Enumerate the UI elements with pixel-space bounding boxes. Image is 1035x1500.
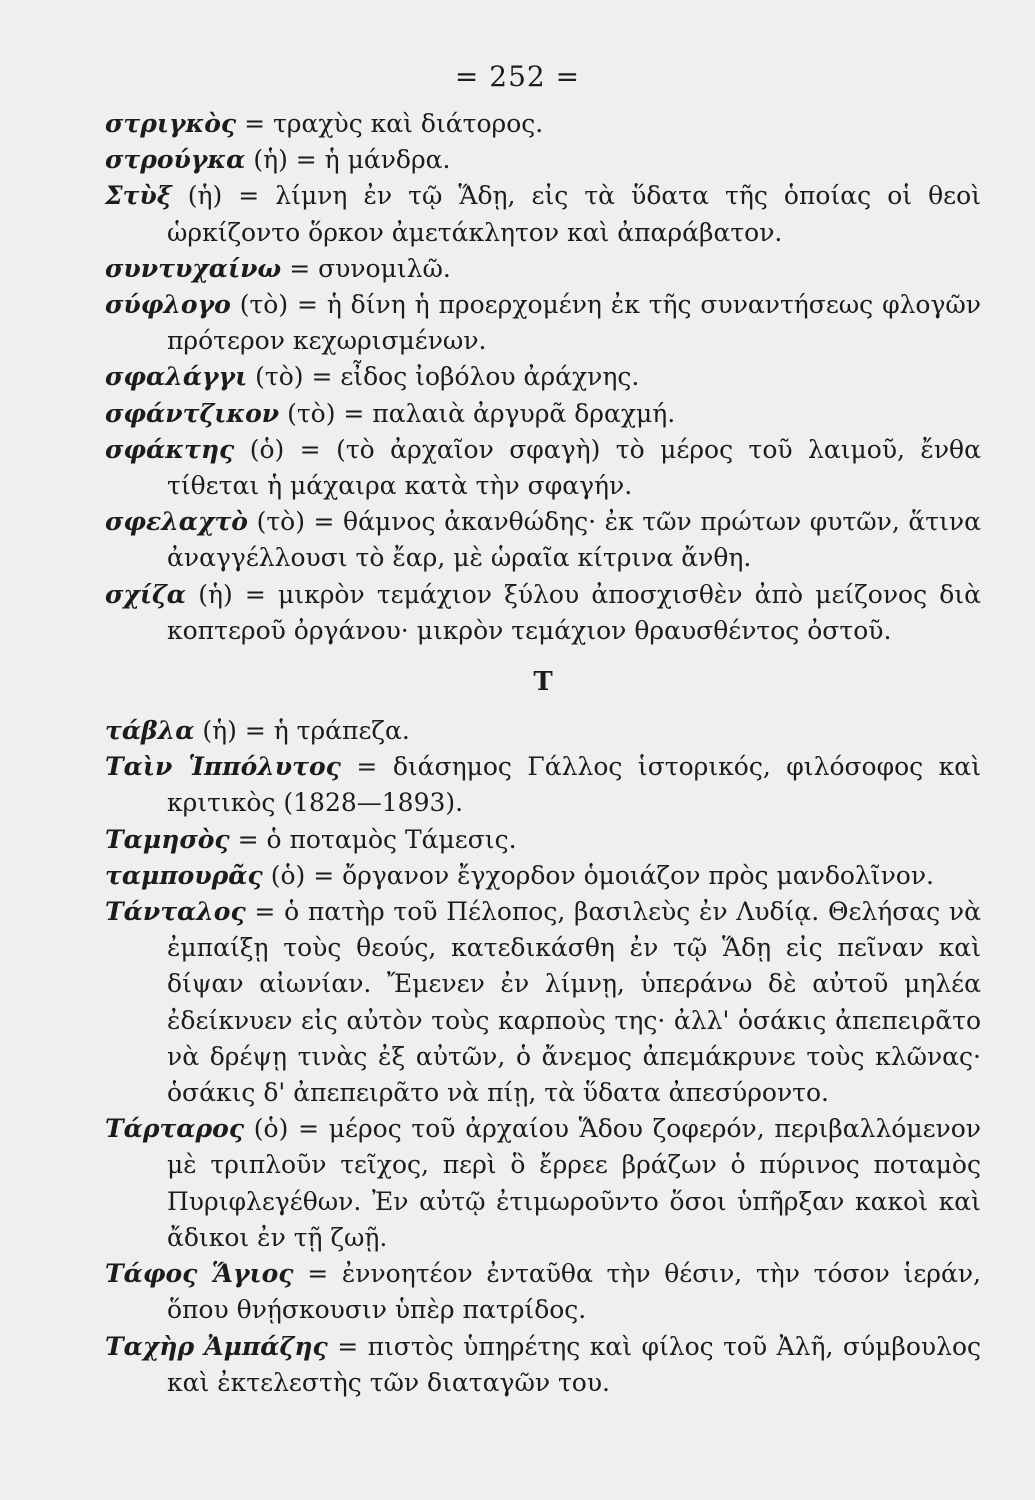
entry-headword: στρούγκα	[105, 145, 246, 175]
dictionary-entry	[105, 822, 981, 858]
entry-definition: (ὁ) = μέρος τοῦ ἀρχαίου Ἅδου ζοφερόν, περιβαλλόμενον μὲ τριπλοῦν τεῖχος, περὶ ὃ ἔρρεε βράζων ὁ πύρινος ποταμὸς Πυριφλεγέθων. Ἐν αὐτῷ ἐτιμωροῦντο ὅσοι ὑπῆρξαν κακοὶ καὶ ἄδικοι ἐν τῇ ζωῇ.	[167, 1114, 981, 1252]
entry-definition: (ἡ) = ἡ τράπεζα.	[202, 716, 410, 746]
dictionary-entry	[105, 1111, 981, 1256]
dictionary-entry	[105, 894, 981, 1111]
dictionary-entry	[105, 142, 981, 178]
entry-definition: (τὸ) = θάμνος ἀκανθώδης· ἐκ τῶν πρώτων φυτῶν, ἅτινα ἀναγγέλλουσι τὸ ἔαρ, μὲ ὡραῖα κίτρινα ἄνθη.	[167, 507, 982, 573]
entry-definition: = πιστὸς ὑπηρέτης καὶ φίλος τοῦ Ἀλῆ, σύμβουλος καὶ ἐκτελεστὴς τῶν διαταγῶν του.	[167, 1331, 982, 1397]
dictionary-entry	[105, 432, 981, 504]
entry-headword: τάβλα	[105, 716, 195, 746]
entries-section-s	[105, 106, 981, 1401]
entry-headword: συντυχαίνω	[105, 253, 282, 283]
entry-definition: = τραχὺς καὶ διάτορος.	[244, 109, 544, 138]
dictionary-entry	[105, 1329, 981, 1401]
dictionary-entry	[105, 251, 981, 287]
entry-headword: σχίζα	[105, 579, 187, 609]
dictionary-entry	[105, 359, 981, 395]
entry-headword: σφελαχτὸ	[105, 507, 248, 537]
entry-headword: σφάντζικον	[105, 398, 280, 428]
entry-definition: (τὸ) = εἶδος ἰοβόλου ἀράχνης.	[255, 362, 640, 392]
entry-headword: Τάφος Ἅγιος	[105, 1259, 294, 1289]
entry-headword: ταμπουρᾶς	[105, 860, 263, 890]
entry-definition: = συνομιλῶ.	[289, 253, 451, 283]
entry-headword: Τάνταλος	[105, 897, 246, 927]
dictionary-entry	[105, 713, 981, 749]
entry-definition: (τὸ) = παλαιὰ ἀργυρᾶ δραχμή.	[287, 398, 676, 428]
dictionary-entry	[105, 577, 981, 649]
entry-definition: = ὁ πατὴρ τοῦ Πέλοπος, βασιλεὺς ἐν Λυδίᾳ. Θελήσας νὰ ἐμπαίξῃ τοὺς θεούς, κατεδικάσθη ἐν τῷ Ἅδῃ εἰς πεῖναν καὶ δίψαν αἰωνίαν. Ἔμενεν ἐν λίμνῃ, ὑπεράνω δὲ αὐτοῦ μηλέα ἐδείκνυεν εἰς αὐτὸν τοὺς καρποὺς της· ἀλλ' ὁσάκις ἀπεπειρᾶτο νὰ δρέψῃ τινὰς ἐξ αὐτῶν, ὁ ἄνεμος ἀπεμάκρυνε τοὺς κλῶνας· ὁσάκις δ' ἀπεπειρᾶτο νὰ πίῃ, τὰ ὕδατα ἀπεσύροντο.	[167, 897, 981, 1108]
entry-headword: σύφλογο	[105, 290, 231, 320]
dictionary-entry	[105, 396, 981, 432]
section-letter-heading: Τ	[533, 667, 553, 698]
entry-definition: = ἐννοητέον ἐνταῦθα τὴν θέσιν, τὴν τόσον ἱεράν, ὅπου θνῄσκουσιν ὑπὲρ πατρίδος.	[167, 1259, 981, 1325]
dictionary-entry	[105, 287, 981, 359]
entry-headword: Ταὶν Ἱππόλυτος	[105, 752, 341, 782]
entry-definition: (ὁ) = ὄργανον ἔγχορδον ὁμοιάζον πρὸς μανδολῖνον.	[270, 860, 934, 890]
dictionary-entry	[105, 504, 981, 576]
dictionary-entry	[105, 178, 981, 250]
entry-definition: (τὸ) = ἡ δίνη ἡ προερχομένη ἐκ τῆς συναντήσεως φλογῶν πρότερον κεχωρισμένων.	[167, 290, 981, 356]
entry-headword: Ταχὴρ Ἀμπάζης	[105, 1331, 328, 1361]
dictionary-entry	[105, 1256, 981, 1328]
page-number: = 252 =	[454, 60, 581, 93]
entry-headword: Στὺξ	[105, 181, 172, 211]
entry-headword: στριγκὸς	[105, 109, 237, 138]
entry-definition: (ἡ) = ἡ μάνδρα.	[253, 145, 451, 175]
dictionary-entry	[105, 749, 981, 821]
entry-definition: = διάσημος Γάλλος ἱστορικός, φιλόσοφος καὶ κριτικὸς (1828—1893).	[167, 752, 981, 818]
dictionary-entry	[105, 858, 981, 894]
entry-definition: = ὁ ποταμὸς Τάμεσις.	[237, 824, 517, 854]
dictionary-entry	[105, 106, 981, 142]
entry-definition: (ἡ) = μικρὸν τεμάχιον ξύλου ἀποσχισθὲν ἀπὸ μείζονος διὰ κοπτεροῦ ὀργάνου· μικρὸν τεμάχιον θραυσθέντος ὀστοῦ.	[167, 579, 981, 645]
entry-definition: (ἡ) = λίμνη ἐν τῷ Ἅδῃ, εἰς τὰ ὕδατα τῆς ὁποίας οἱ θεοὶ ὡρκίζοντο ὅρκον ἀμετάκλητον καὶ ἀπαράβατον.	[167, 181, 981, 247]
entry-definition: (ὁ) = (τὸ ἀρχαῖον σφαγὴ) τὸ μέρος τοῦ λαιμοῦ, ἔνθα τίθεται ἡ μάχαιρα κατὰ τὴν σφαγήν.	[167, 434, 981, 501]
entry-headword: σφάκτης	[105, 434, 235, 464]
entry-headword: Τάρταρος	[105, 1114, 245, 1144]
entry-headword: σφαλάγγι	[105, 362, 248, 392]
entry-headword: Ταμησὸς	[105, 824, 230, 854]
